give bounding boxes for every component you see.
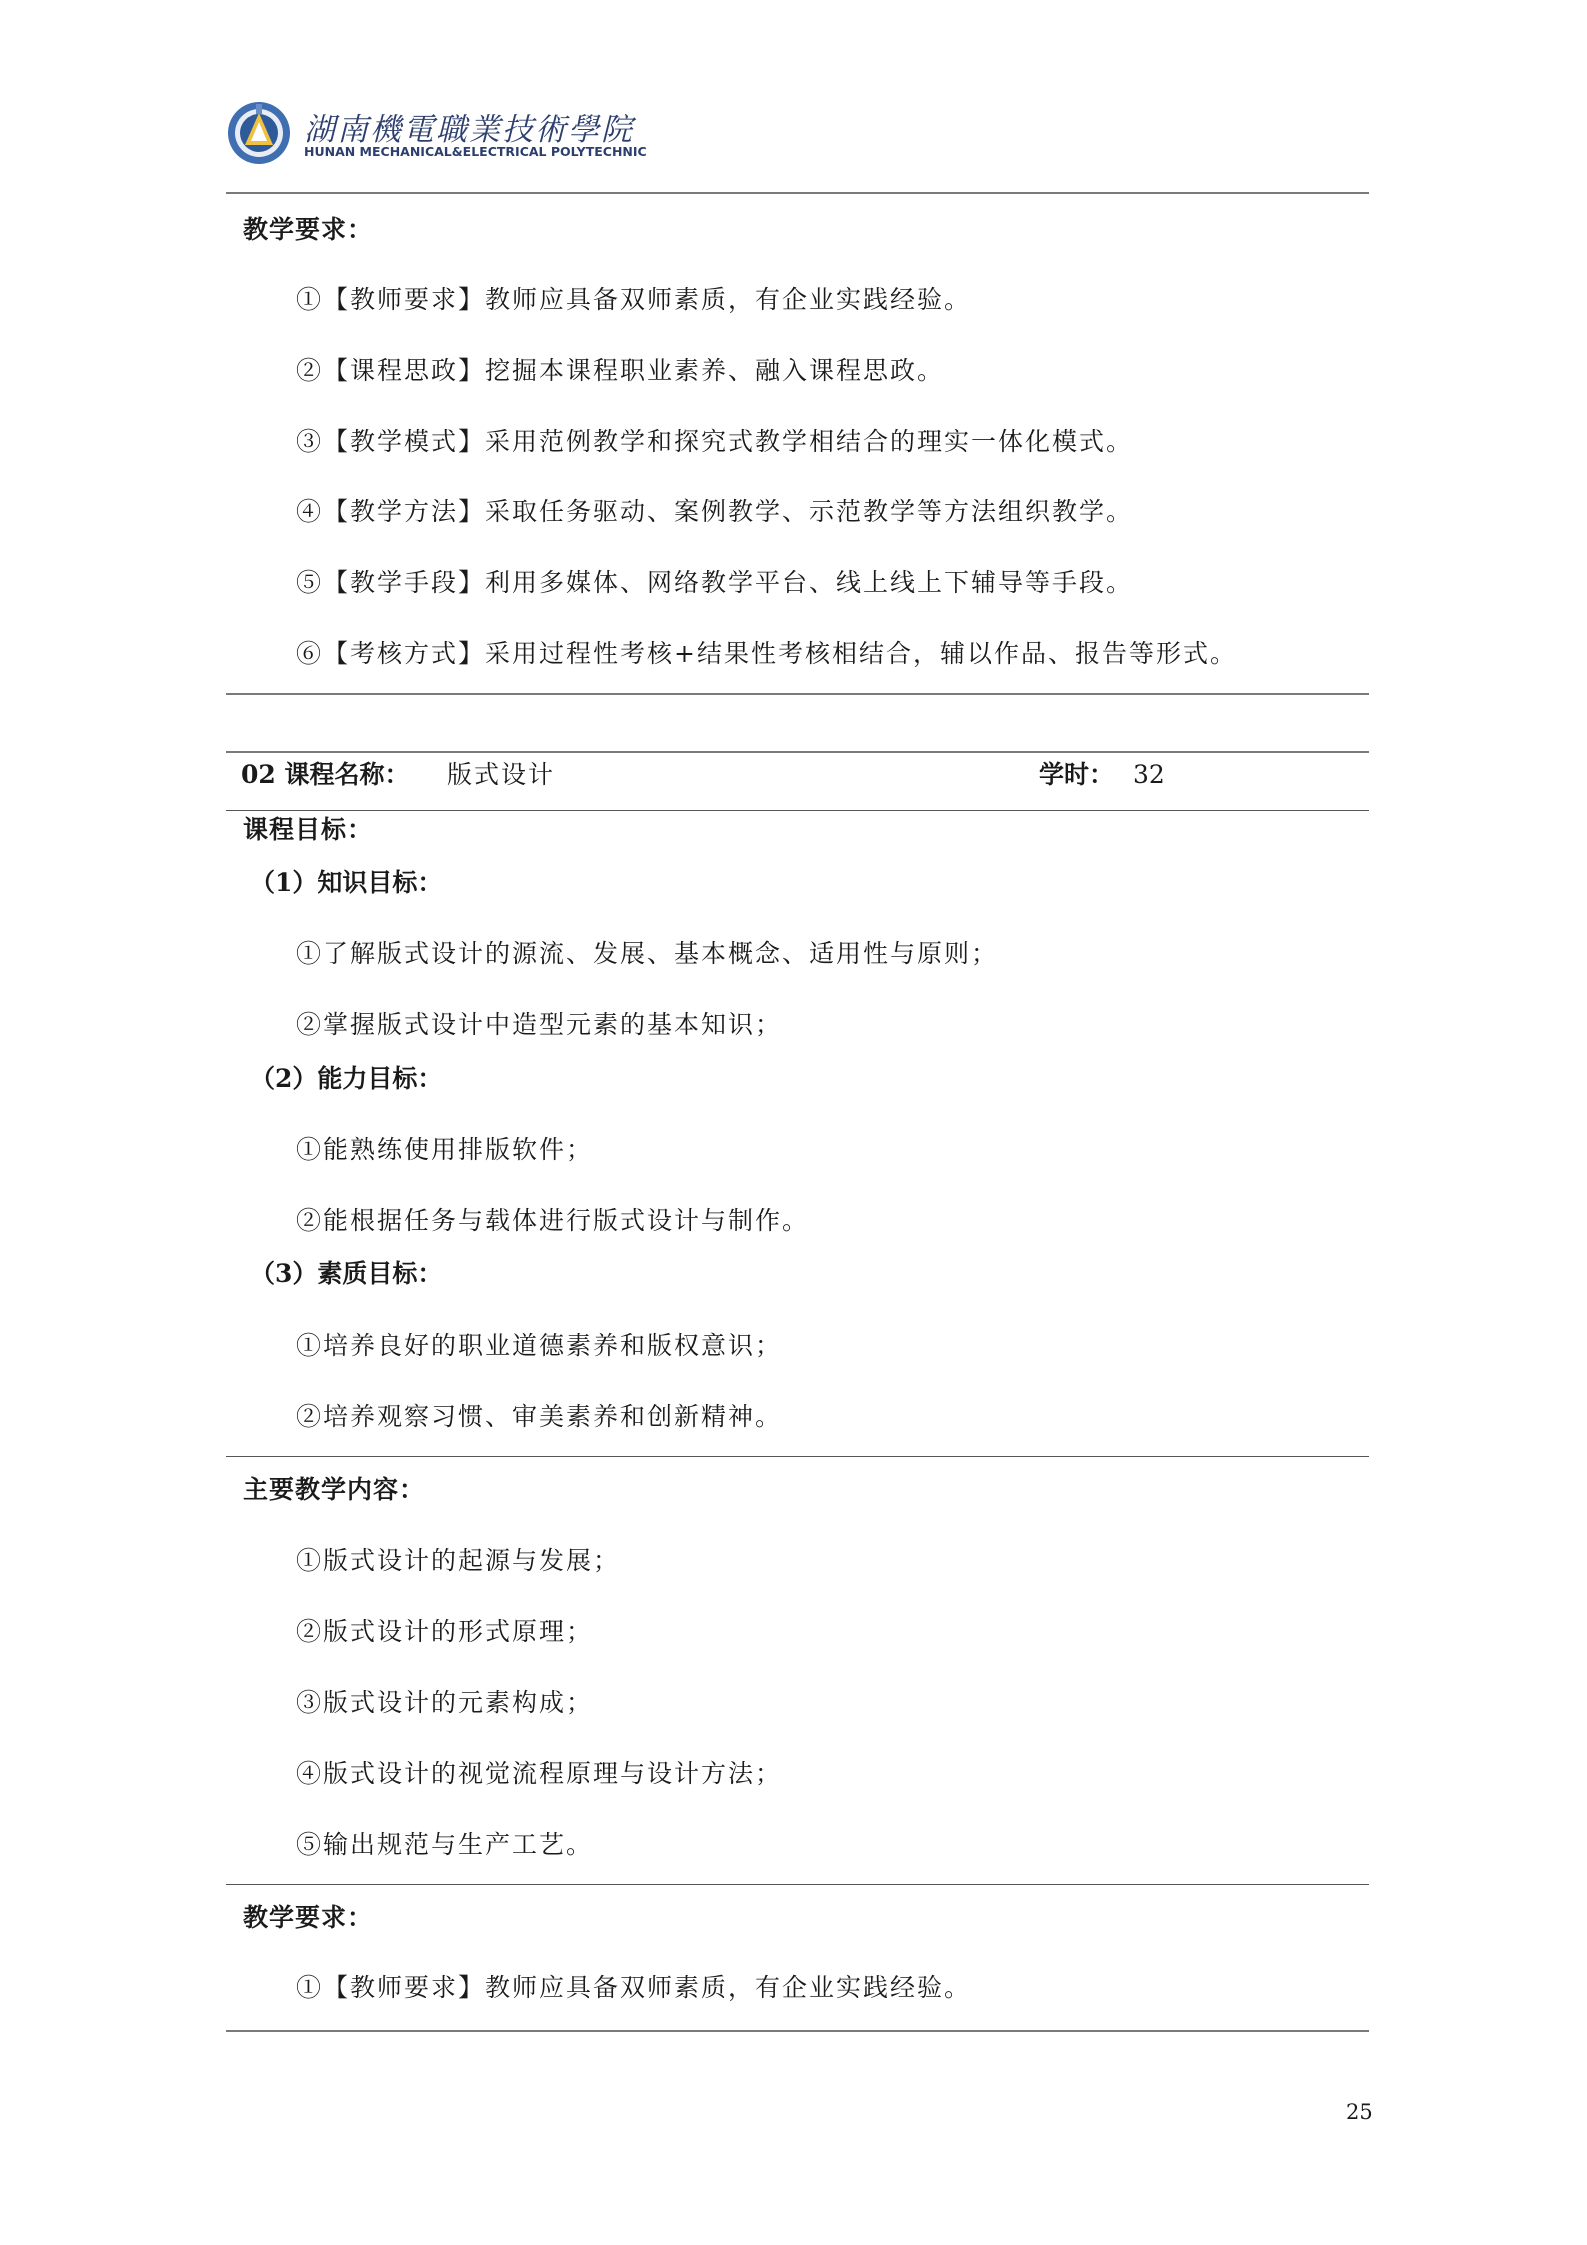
course-hours-label: 学时： (1039, 760, 1115, 789)
list-item: ①培养良好的职业道德素养和版权意识； (296, 1331, 783, 1360)
list-item: ②掌握版式设计中造型元素的基本知识； (296, 1010, 783, 1039)
table-bottom-rule (226, 2030, 1369, 2032)
header-rule (226, 192, 1369, 194)
list-item: ①了解版式设计的源流、发展、基本概念、适用性与原则； (296, 939, 999, 968)
list-item: ②【课程思政】挖掘本课程职业素养、融入课程思政。 (296, 356, 945, 385)
ability-goal-heading: （2）能力目标： (250, 1064, 443, 1093)
list-item: ①能熟练使用排版软件； (296, 1135, 594, 1164)
list-item: ④【教学方法】采取任务驱动、案例教学、示范教学等方法组织教学。 (296, 497, 1134, 526)
list-item: ⑤【教学手段】利用多媒体、网络教学平台、线上线上下辅导等手段。 (296, 568, 1134, 597)
page-header (226, 100, 647, 170)
course-name: 版式设计 (447, 760, 556, 789)
course-name-label: 02 课程名称： (241, 760, 410, 789)
knowledge-goal-heading: （1）知识目标： (250, 868, 443, 897)
list-item: ①【教师要求】教师应具备双师素质，有企业实践经验。 (296, 285, 972, 314)
row-rule (226, 1456, 1369, 1457)
page-number: 25 (1346, 2100, 1373, 2124)
list-item: ⑤输出规范与生产工艺。 (296, 1830, 594, 1859)
school-logo-icon (226, 100, 292, 166)
teaching-req-heading: 教学要求： (243, 215, 374, 244)
list-item: ③【教学模式】采用范例教学和探究式教学相结合的理实一体化模式。 (296, 427, 1134, 456)
list-item: ③版式设计的元素构成； (296, 1688, 594, 1717)
list-item: ④版式设计的视觉流程原理与设计方法； (296, 1759, 783, 1788)
table-top-rule (226, 751, 1369, 753)
section-rule (226, 693, 1369, 695)
quality-goal-heading: （3）素质目标： (250, 1259, 443, 1288)
course-goals-heading: 课程目标： (243, 815, 374, 844)
school-name-cn: 湖南機電職業技術學院 (304, 112, 634, 148)
list-item: ①【教师要求】教师应具备双师素质，有企业实践经验。 (296, 1973, 972, 2002)
school-name-en: HUNAN MECHANICAL&ELECTRICAL POLYTECHNIC (304, 144, 647, 159)
row-rule (226, 810, 1369, 811)
list-item: ②版式设计的形式原理； (296, 1617, 594, 1646)
main-content-heading: 主要教学内容： (243, 1475, 426, 1504)
course-hours: 32 (1133, 760, 1165, 789)
list-item: ②能根据任务与载体进行版式设计与制作。 (296, 1206, 810, 1235)
list-item: ②培养观察习惯、审美素养和创新精神。 (296, 1402, 783, 1431)
list-item: ⑥【考核方式】采用过程性考核+结果性考核相结合，辅以作品、报告等形式。 (296, 639, 1237, 668)
row-rule (226, 1884, 1369, 1885)
list-item: ①版式设计的起源与发展； (296, 1546, 621, 1575)
teaching-req-heading: 教学要求： (243, 1903, 374, 1932)
